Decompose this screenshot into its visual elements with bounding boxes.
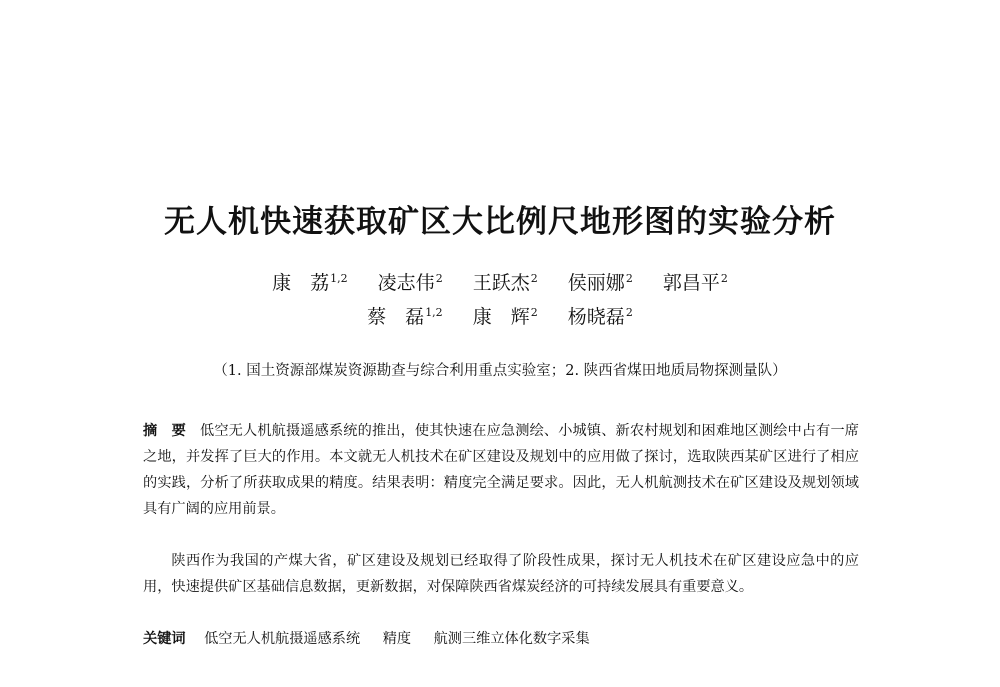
- author: 王跃杰$^2$: [472, 271, 538, 294]
- keywords-label: 关键词: [143, 631, 186, 647]
- author-line-2: [0, 302, 1000, 329]
- author: 郭昌平$^2$: [662, 271, 728, 294]
- keyword: 航测三维立体化数字采集: [433, 631, 590, 647]
- affiliation: （1. 国土资源部煤炭资源勘查与综合利用重点实验室；2. 陕西省煤田地质局物探测量队）: [213, 363, 787, 379]
- author: 蔡 磊$^{1,2}$: [367, 305, 443, 328]
- keyword: 精度: [382, 631, 412, 647]
- intro-paragraph: 陕西作为我国的产煤大省，矿区建设及规划已经取得了阶段性成果，探讨无人机技术在矿区建设应急中的应用，快速提供矿区基础信息数据，更新数据，对保障陕西省煤炭经济的可持续发展具有重要意义。: [143, 553, 859, 595]
- keywords: [143, 626, 859, 652]
- author: 侯丽娜$^2$: [567, 271, 633, 294]
- abstract-label: 摘 要: [143, 423, 186, 439]
- author: 杨晓磊$^2$: [567, 305, 633, 328]
- author: 康 辉$^2$: [472, 305, 538, 328]
- abstract-text: 低空无人机航摄遥感系统的推出，使其快速在应急测绘、小城镇、新农村规划和困难地区测绘中占有一席之地，并发挥了巨大的作用。本文就无人机技术在矿区建设及规划中的应用做了探讨，选取陕西某矿区进行了相应的实践，分析了所获取成果的精度。结果表明：精度完全满足要求。因此，无人机航测技术在矿区建设及规划领域具有广阔的应用前景。: [143, 423, 859, 517]
- paper-title: 无人机快速获取矿区大比例尺地形图的实验分析: [164, 204, 836, 240]
- author: 康 荔$^{1,2}$: [272, 271, 348, 294]
- author: 凌志伟$^2$: [377, 271, 443, 294]
- author-line-1: [0, 268, 1000, 295]
- abstract: [143, 418, 859, 522]
- keyword: 低空无人机航摄遥感系统: [204, 631, 361, 647]
